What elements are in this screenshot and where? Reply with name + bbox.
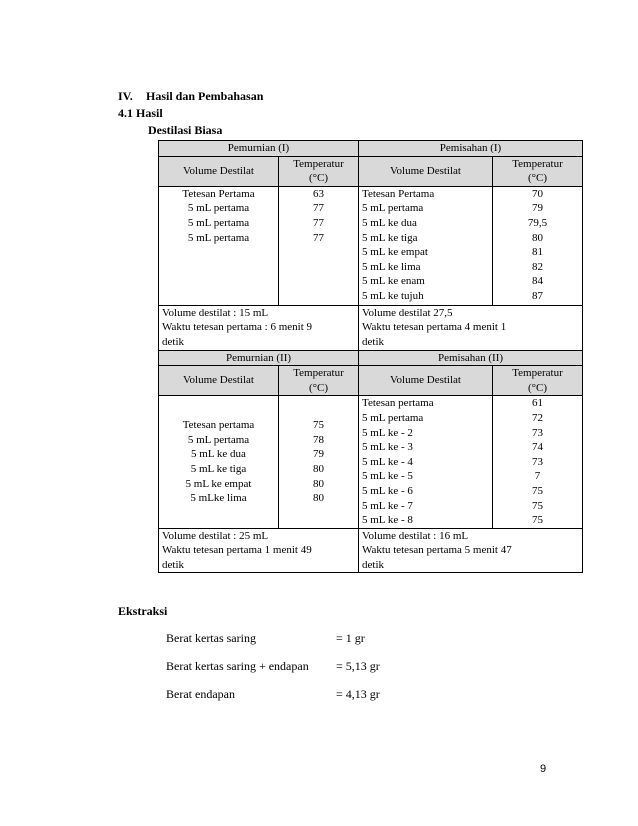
col-header-temperature: Temperatur (°C) <box>493 156 583 186</box>
col-header-volume: Volume Destilat <box>159 366 279 396</box>
col-header-temperature: Temperatur (°C) <box>279 366 359 396</box>
distillation-results-table <box>158 140 583 573</box>
extraction-label: Berat endapan <box>166 687 235 701</box>
extraction-row <box>166 631 365 646</box>
col-header-temperature: Temperatur (°C) <box>279 156 359 186</box>
summary-pemurnian-1: Volume destilat : 15 mL Waktu tetesan pertama : 6 menit 9 detik <box>159 305 359 350</box>
temperature-list-pemisahan-2: 61 72 73 74 73 7 75 75 75 <box>493 396 583 528</box>
subsection-heading: 4.1 Hasil <box>118 106 163 120</box>
volume-list-pemurnian-1: Tetesan Pertama 5 mL pertama 5 mL pertama 5 mL pertama <box>159 186 279 305</box>
extraction-label: Berat kertas saring + endapan <box>166 659 309 673</box>
col-header-temperature: Temperatur (°C) <box>493 366 583 396</box>
extraction-row <box>166 687 380 702</box>
col-header-volume: Volume Destilat <box>359 156 493 186</box>
extraction-value: = 4,13 gr <box>336 687 380 701</box>
group-header-pemurnian-2: Pemurnian (II) <box>159 350 359 366</box>
distillation-title: Destilasi Biasa <box>148 123 223 137</box>
volume-list-pemisahan-2: Tetesan pertama 5 mL pertama 5 mL ke - 2 5 mL ke - 3 5 mL ke - 4 5 mL ke - 5 5 mL ke - 6 5 mL ke - 7 5 mL ke - 8 <box>359 396 493 528</box>
extraction-value: = 5,13 gr <box>336 659 380 673</box>
group-header-pemurnian-1: Pemurnian (I) <box>159 141 359 157</box>
extraction-title: Ekstraksi <box>118 604 168 618</box>
volume-list-pemisahan-1: Tetesan Pertama 5 mL pertama 5 mL ke dua 5 mL ke tiga 5 mL ke empat 5 mL ke lima 5 mL ke enam 5 mL ke tujuh <box>359 186 493 305</box>
section-heading <box>118 89 263 104</box>
temperature-list-pemurnian-1: 63 77 77 77 <box>279 186 359 305</box>
col-header-volume: Volume Destilat <box>359 366 493 396</box>
group-header-pemisahan-1: Pemisahan (I) <box>359 141 583 157</box>
section-title: Hasil dan Pembahasan <box>146 89 264 103</box>
col-header-volume: Volume Destilat <box>159 156 279 186</box>
page-number: 9 <box>540 763 547 775</box>
extraction-row <box>166 659 380 674</box>
extraction-value: = 1 gr <box>336 631 365 645</box>
section-number: IV. <box>118 89 133 103</box>
volume-list-pemurnian-2: Tetesan pertama 5 mL pertama 5 mL ke dua 5 mL ke tiga 5 mL ke empat 5 mLke lima <box>159 396 279 528</box>
summary-pemisahan-1: Volume destilat 27,5 Waktu tetesan pertama 4 menit 1 detik <box>359 305 583 350</box>
group-header-pemisahan-2: Pemisahan (II) <box>359 350 583 366</box>
summary-pemisahan-2: Volume destilat : 16 mL Waktu tetesan pertama 5 menit 47 detik <box>359 528 583 573</box>
extraction-label: Berat kertas saring <box>166 631 256 645</box>
temperature-list-pemisahan-1: 70 79 79,5 80 81 82 84 87 <box>493 186 583 305</box>
summary-pemurnian-2: Volume destilat : 25 mL Waktu tetesan pertama 1 menit 49 detik <box>159 528 359 573</box>
temperature-list-pemurnian-2: 75 78 79 80 80 80 <box>279 396 359 528</box>
